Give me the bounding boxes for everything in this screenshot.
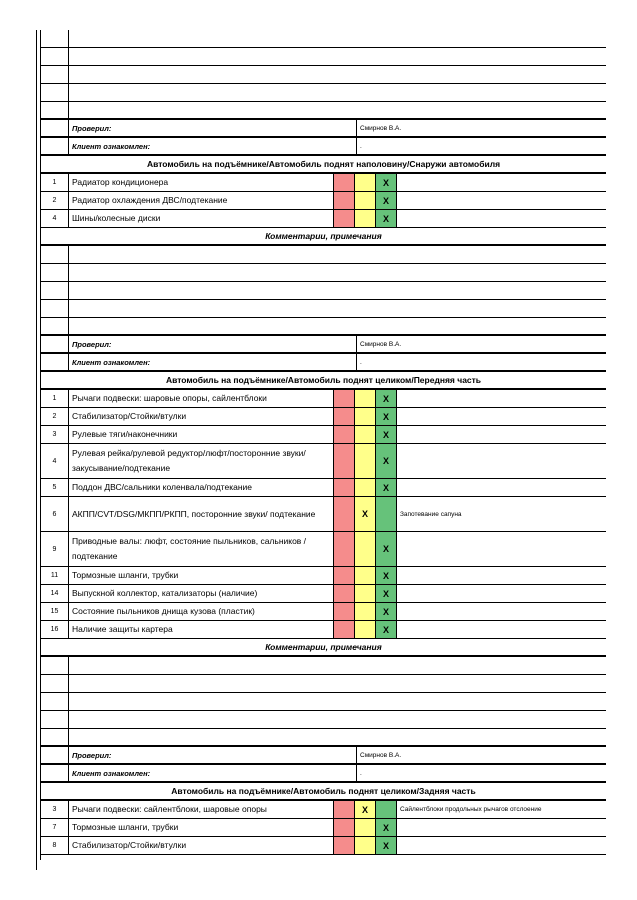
status-green-cell[interactable]: X — [376, 444, 397, 478]
row-number-cell — [41, 102, 69, 118]
item-note: Запотевание сапуна — [400, 510, 462, 518]
row-number-cell — [41, 711, 69, 728]
item-note: Сайлентблоки продольных рычагов отслоение — [400, 806, 542, 813]
status-green-cell[interactable]: X — [376, 479, 397, 496]
table-row — [41, 783, 606, 801]
table-row — [41, 66, 606, 84]
item-description: Тормозные шланги, трубки — [69, 567, 334, 584]
status-red-cell[interactable] — [334, 603, 355, 620]
row-number-cell — [41, 693, 69, 710]
status-red-cell[interactable] — [334, 174, 355, 191]
status-yellow-cell[interactable] — [355, 532, 376, 566]
table-row — [41, 603, 606, 621]
checked-by-label: Проверил: — [69, 747, 357, 763]
status-yellow-cell[interactable] — [355, 819, 376, 836]
table-row — [41, 585, 606, 603]
table-row — [41, 354, 606, 372]
row-number-cell — [41, 336, 69, 352]
status-yellow-cell[interactable] — [355, 837, 376, 854]
table-row — [41, 479, 606, 497]
item-number: 5 — [41, 479, 69, 496]
status-yellow-cell[interactable]: X — [355, 801, 376, 818]
item-description: Наличие защиты картера — [69, 621, 334, 638]
table-row — [41, 84, 606, 102]
item-number: 9 — [41, 532, 69, 566]
item-number: 3 — [41, 801, 69, 818]
item-description: Рычаги подвески: сайлентблоки, шаровые опоры — [69, 801, 334, 818]
status-yellow-cell[interactable] — [355, 585, 376, 602]
status-green-cell[interactable]: X — [376, 426, 397, 443]
row-number-cell — [41, 84, 69, 101]
status-yellow-cell[interactable] — [355, 603, 376, 620]
table-row — [41, 318, 606, 336]
item-number: 15 — [41, 603, 69, 620]
table-row — [41, 300, 606, 318]
client-acknowledged-label: Клиент ознакомлен: — [69, 765, 357, 781]
table-row — [41, 336, 606, 354]
item-number: 7 — [41, 819, 69, 836]
status-green-cell[interactable]: X — [376, 819, 397, 836]
item-number: 2 — [41, 192, 69, 209]
comments-title: Комментарии, примечания — [265, 642, 382, 652]
status-yellow-cell[interactable] — [355, 210, 376, 227]
status-yellow-cell[interactable] — [355, 174, 376, 191]
item-note — [397, 585, 606, 602]
item-description: Выпускной коллектор, катализаторы (наличие) — [69, 585, 334, 602]
item-description: Стабилизатор/Стойки/втулки — [69, 408, 334, 425]
table-row — [41, 693, 606, 711]
status-green-cell[interactable]: X — [376, 210, 397, 227]
row-number-cell — [41, 48, 69, 65]
row-number-cell — [41, 747, 69, 763]
table-row — [41, 444, 606, 479]
table-row — [41, 228, 606, 246]
checked-by-label: Проверил: — [69, 120, 357, 136]
status-red-cell[interactable] — [334, 567, 355, 584]
status-red-cell[interactable] — [334, 801, 355, 818]
status-green-cell[interactable]: X — [376, 603, 397, 620]
status-red-cell[interactable] — [334, 390, 355, 407]
item-number: 1 — [41, 174, 69, 191]
status-red-cell[interactable] — [334, 585, 355, 602]
page-margin-line — [36, 30, 37, 870]
table-row — [41, 567, 606, 585]
status-red-cell[interactable] — [334, 497, 355, 531]
item-note — [397, 408, 606, 425]
table-row — [41, 138, 606, 156]
row-number-cell — [41, 354, 69, 370]
status-red-cell[interactable] — [334, 408, 355, 425]
status-green-cell[interactable]: X — [376, 390, 397, 407]
status-red-cell[interactable] — [334, 621, 355, 638]
item-number: 14 — [41, 585, 69, 602]
status-red-cell[interactable] — [334, 532, 355, 566]
section-title: Автомобиль на подъёмнике/Автомобиль поднят наполовину/Снаружи автомобиля — [146, 159, 501, 169]
table-row — [41, 426, 606, 444]
table-row — [41, 497, 606, 532]
row-number-cell — [41, 120, 69, 136]
table-row — [41, 264, 606, 282]
status-green-cell[interactable]: X — [376, 192, 397, 209]
checked-by-name: Смирнов В.А. — [360, 751, 402, 759]
table-row — [41, 30, 606, 48]
status-yellow-cell[interactable] — [355, 426, 376, 443]
item-description: Радиатор охлаждения ДВС/подтекание — [69, 192, 334, 209]
item-note — [397, 390, 606, 407]
item-description: АКПП/CVT/DSG/МКПП/РКПП, посторонние звуки/ подтекание — [69, 497, 334, 531]
status-green-cell[interactable]: X — [376, 585, 397, 602]
table-row — [41, 246, 606, 264]
item-number: 4 — [41, 210, 69, 227]
table-row — [41, 156, 606, 174]
table-row — [41, 729, 606, 747]
item-number: 8 — [41, 837, 69, 854]
item-note — [397, 444, 606, 478]
table-row — [41, 621, 606, 639]
row-number-cell — [41, 729, 69, 745]
row-number-cell — [41, 318, 69, 334]
checked-by-name: Смирнов В.А. — [360, 124, 402, 132]
table-row — [41, 390, 606, 408]
item-number: 11 — [41, 567, 69, 584]
row-number-cell — [41, 138, 69, 154]
status-yellow-cell[interactable] — [355, 390, 376, 407]
status-yellow-cell[interactable] — [355, 479, 376, 496]
status-yellow-cell[interactable] — [355, 567, 376, 584]
row-number-cell — [41, 66, 69, 83]
checked-by-label: Проверил: — [69, 336, 357, 352]
status-yellow-cell[interactable]: X — [355, 497, 376, 531]
status-green-cell[interactable]: X — [376, 408, 397, 425]
row-number-cell — [41, 30, 69, 47]
item-description: Шины/колесные диски — [69, 210, 334, 227]
item-number: 1 — [41, 390, 69, 407]
table-row — [41, 837, 606, 855]
client-acknowledged-value: . — [360, 769, 362, 777]
item-description: Рулевые тяги/наконечники — [69, 426, 334, 443]
section-title: Автомобиль на подъёмнике/Автомобиль поднят целиком/Передняя часть — [165, 375, 482, 385]
table-row — [41, 282, 606, 300]
status-red-cell[interactable] — [334, 444, 355, 478]
table-row — [41, 102, 606, 120]
status-red-cell[interactable] — [334, 192, 355, 209]
item-number: 3 — [41, 426, 69, 443]
table-row — [41, 657, 606, 675]
item-note — [397, 210, 606, 227]
status-yellow-cell[interactable] — [355, 444, 376, 478]
row-number-cell — [41, 300, 69, 317]
table-row — [41, 372, 606, 390]
client-acknowledged-value: . — [360, 358, 362, 366]
item-note — [397, 621, 606, 638]
item-number: 6 — [41, 497, 69, 531]
status-green-cell[interactable]: X — [376, 532, 397, 566]
item-note — [397, 819, 606, 836]
status-red-cell[interactable] — [334, 426, 355, 443]
item-note — [397, 532, 606, 566]
item-note — [397, 426, 606, 443]
client-acknowledged-label: Клиент ознакомлен: — [69, 138, 357, 154]
item-description: Рулевая рейка/рулевой редуктор/люфт/посторонние звуки/закусывание/подтекание — [69, 444, 334, 478]
table-row — [41, 819, 606, 837]
table-row — [41, 120, 606, 138]
row-number-cell — [41, 246, 69, 263]
row-number-cell — [41, 264, 69, 281]
item-note — [397, 567, 606, 584]
table-row — [41, 747, 606, 765]
status-yellow-cell[interactable] — [355, 621, 376, 638]
table-row — [41, 675, 606, 693]
client-acknowledged-value: . — [360, 142, 362, 150]
item-description: Тормозные шланги, трубки — [69, 819, 334, 836]
table-row — [41, 48, 606, 66]
status-yellow-cell[interactable] — [355, 408, 376, 425]
item-description: Поддон ДВС/сальники коленвала/подтекание — [69, 479, 334, 496]
status-green-cell[interactable]: X — [376, 837, 397, 854]
inspection-sheet — [41, 30, 606, 860]
item-number: 2 — [41, 408, 69, 425]
item-description: Стабилизатор/Стойки/втулки — [69, 837, 334, 854]
comments-title: Комментарии, примечания — [265, 231, 382, 241]
item-note — [397, 479, 606, 496]
checked-by-name: Смирнов В.А. — [360, 340, 402, 348]
item-description: Радиатор кондиционера — [69, 174, 334, 191]
status-green-cell[interactable]: X — [376, 567, 397, 584]
status-green-cell[interactable]: X — [376, 621, 397, 638]
item-description: Приводные валы: люфт, состояние пыльников, сальников / подтекание — [69, 532, 334, 566]
table-row — [41, 765, 606, 783]
table-row — [41, 210, 606, 228]
status-red-cell[interactable] — [334, 819, 355, 836]
row-number-cell — [41, 657, 69, 674]
item-note — [397, 192, 606, 209]
client-acknowledged-label: Клиент ознакомлен: — [69, 354, 357, 370]
table-row — [41, 801, 606, 819]
status-red-cell[interactable] — [334, 210, 355, 227]
item-number: 16 — [41, 621, 69, 638]
table-row — [41, 532, 606, 567]
section-title: Автомобиль на подъёмнике/Автомобиль поднят целиком/Задняя часть — [171, 786, 476, 796]
table-row — [41, 639, 606, 657]
item-note — [397, 174, 606, 191]
status-green-cell[interactable]: X — [376, 174, 397, 191]
row-number-cell — [41, 675, 69, 692]
status-yellow-cell[interactable] — [355, 192, 376, 209]
status-green-cell[interactable] — [376, 497, 397, 531]
table-row — [41, 174, 606, 192]
item-description: Рычаги подвески: шаровые опоры, сайлентблоки — [69, 390, 334, 407]
status-green-cell[interactable] — [376, 801, 397, 818]
table-row — [41, 192, 606, 210]
row-number-cell — [41, 765, 69, 781]
item-description: Состояние пыльников днища кузова (пластик) — [69, 603, 334, 620]
item-note — [397, 603, 606, 620]
table-row — [41, 711, 606, 729]
item-note — [397, 837, 606, 854]
status-red-cell[interactable] — [334, 837, 355, 854]
item-number: 4 — [41, 444, 69, 478]
status-red-cell[interactable] — [334, 479, 355, 496]
table-row — [41, 408, 606, 426]
row-number-cell — [41, 282, 69, 299]
